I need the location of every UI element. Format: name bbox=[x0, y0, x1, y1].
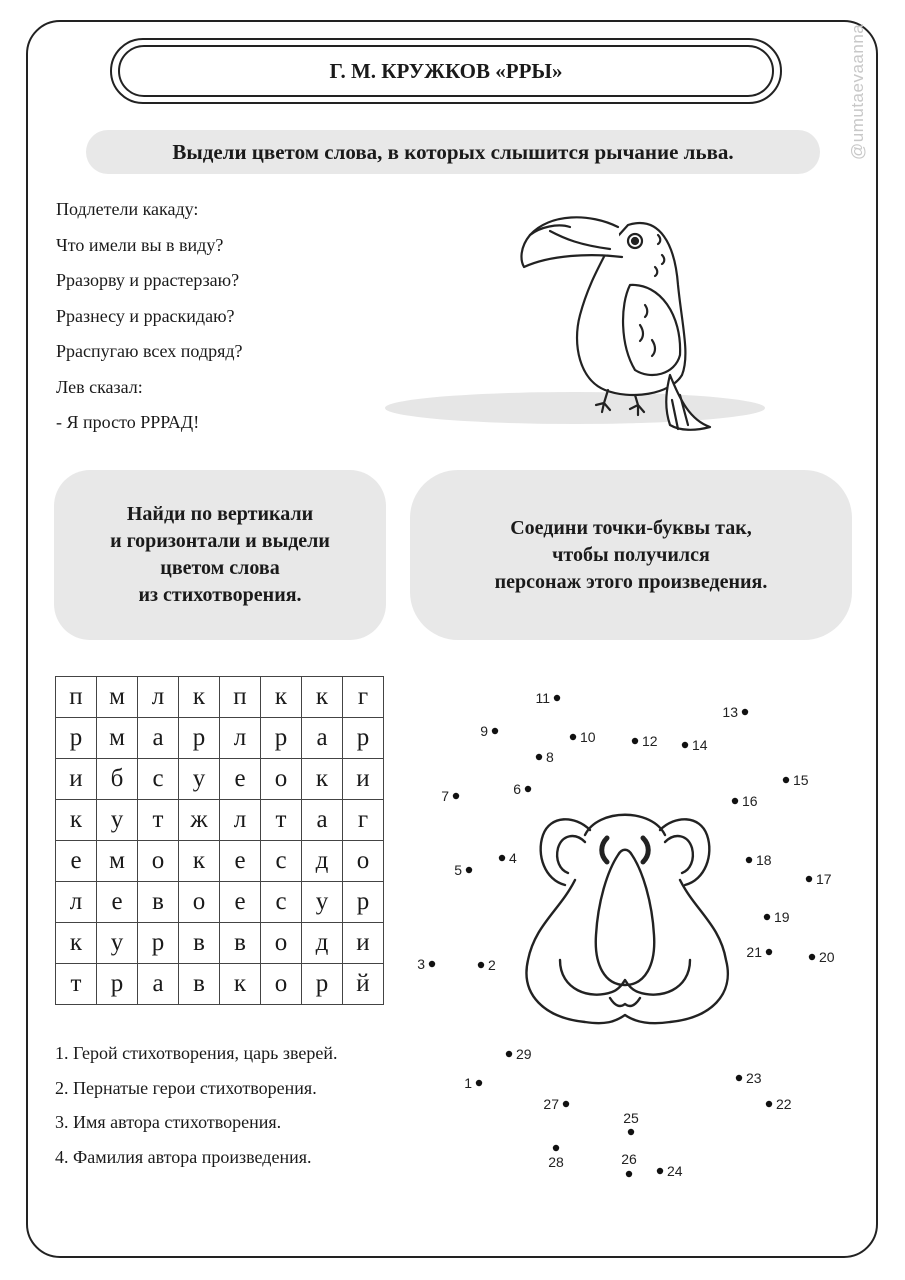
dot-10[interactable] bbox=[570, 734, 576, 740]
wordsearch-cell[interactable]: е bbox=[220, 759, 261, 800]
dot-9[interactable] bbox=[492, 728, 498, 734]
wordsearch-cell[interactable]: к bbox=[56, 923, 97, 964]
dot-label-8: 8 bbox=[546, 749, 554, 765]
dot-5[interactable] bbox=[466, 867, 472, 873]
dot-label-27: 27 bbox=[543, 1096, 559, 1112]
dot-label-22: 22 bbox=[776, 1096, 792, 1112]
task3-line: персонаж этого произведения. bbox=[494, 570, 768, 593]
poem-line: Лев сказал: bbox=[56, 376, 143, 397]
dot-label-28: 28 bbox=[548, 1154, 564, 1170]
wordsearch-cell[interactable]: у bbox=[302, 882, 343, 923]
task1-instruction: Выдели цветом слова, в которых слышится рычание льва. bbox=[86, 130, 820, 174]
wordsearch-cell[interactable]: к bbox=[56, 800, 97, 841]
question-item: 3. Имя автора стихотворения. bbox=[55, 1112, 282, 1132]
dot-12[interactable] bbox=[632, 738, 638, 744]
wordsearch-cell[interactable]: д bbox=[302, 841, 343, 882]
dot-label-2: 2 bbox=[488, 957, 496, 973]
wordsearch-cell[interactable]: е bbox=[97, 882, 138, 923]
wordsearch-cell[interactable]: р bbox=[343, 882, 384, 923]
dot-label-20: 20 bbox=[819, 949, 835, 965]
question-item: 2. Пернатые герои стихотворения. bbox=[55, 1077, 317, 1098]
wordsearch-cell[interactable]: р bbox=[343, 718, 384, 759]
wordsearch-cell[interactable]: р bbox=[261, 718, 302, 759]
dot-4[interactable] bbox=[499, 855, 505, 861]
task2-line: цветом слова bbox=[160, 557, 280, 579]
dot-26[interactable] bbox=[626, 1171, 632, 1177]
dot-label-16: 16 bbox=[742, 793, 758, 809]
wordsearch-cell[interactable]: к bbox=[179, 841, 220, 882]
watermark: @umutaevaanna bbox=[848, 23, 867, 160]
dot-label-13: 13 bbox=[722, 704, 738, 720]
wordsearch-cell[interactable]: т bbox=[261, 800, 302, 841]
wordsearch-cell[interactable]: и bbox=[56, 759, 97, 800]
wordsearch-cell[interactable]: в bbox=[179, 964, 220, 1005]
dot-label-18: 18 bbox=[756, 852, 772, 868]
question-item: 4. Фамилия автора произведения. bbox=[55, 1146, 312, 1167]
dot-6[interactable] bbox=[525, 786, 531, 792]
dot-label-5: 5 bbox=[454, 862, 462, 878]
dot-label-10: 10 bbox=[580, 729, 596, 745]
wordsearch-cell[interactable]: у bbox=[97, 923, 138, 964]
question-item: 1. Герой стихотворения, царь зверей. bbox=[55, 1043, 338, 1063]
wordsearch-cell[interactable]: т bbox=[56, 964, 97, 1005]
wordsearch-cell[interactable]: о bbox=[138, 841, 179, 882]
wordsearch-cell[interactable]: в bbox=[138, 882, 179, 923]
dot-label-19: 19 bbox=[774, 909, 790, 925]
dot-label-6: 6 bbox=[513, 781, 521, 797]
wordsearch-cell[interactable]: т bbox=[138, 800, 179, 841]
wordsearch-cell[interactable]: м bbox=[97, 841, 138, 882]
page-title: Г. М. КРУЖКОВ «РРЫ» bbox=[118, 45, 774, 97]
poem-line: Что имели вы в виду? bbox=[56, 234, 224, 255]
dot-28[interactable] bbox=[553, 1145, 559, 1151]
wordsearch-cell[interactable]: а bbox=[302, 718, 343, 759]
dot-label-4: 4 bbox=[509, 850, 517, 866]
wordsearch-cell[interactable]: о bbox=[261, 923, 302, 964]
wordsearch-cell[interactable]: а bbox=[138, 718, 179, 759]
task2-line: и горизонтали и выдели bbox=[110, 530, 330, 552]
wordsearch-cell[interactable]: п bbox=[56, 677, 97, 718]
dot-23[interactable] bbox=[736, 1075, 742, 1081]
dot-label-9: 9 bbox=[480, 723, 488, 739]
poem-line: - Я просто РРРАД! bbox=[56, 412, 200, 432]
wordsearch-cell[interactable]: р bbox=[97, 964, 138, 1005]
wordsearch-cell[interactable]: о bbox=[261, 759, 302, 800]
dot-label-21: 21 bbox=[746, 944, 762, 960]
dot-label-17: 17 bbox=[816, 871, 832, 887]
dot-25[interactable] bbox=[628, 1129, 634, 1135]
wordsearch-cell[interactable]: п bbox=[220, 677, 261, 718]
dot-29[interactable] bbox=[506, 1051, 512, 1057]
dot-24[interactable] bbox=[657, 1168, 663, 1174]
poem-line: Рразнесу и рраскидаю? bbox=[56, 305, 235, 326]
wordsearch-cell[interactable]: р bbox=[56, 718, 97, 759]
wordsearch-cell[interactable]: с bbox=[261, 882, 302, 923]
dot-19[interactable] bbox=[764, 914, 770, 920]
wordsearch-cell[interactable]: и bbox=[343, 923, 384, 964]
wordsearch-cell[interactable]: в bbox=[179, 923, 220, 964]
dot-20[interactable] bbox=[809, 954, 815, 960]
wordsearch-cell[interactable]: м bbox=[97, 718, 138, 759]
numbered-dots bbox=[417, 690, 835, 1179]
poem-line: Рразорву и ррастерзаю? bbox=[56, 270, 240, 290]
dot-label-7: 7 bbox=[441, 788, 449, 804]
dot-label-24: 24 bbox=[667, 1163, 683, 1179]
dot-16[interactable] bbox=[732, 798, 738, 804]
task2-line: из стихотворения. bbox=[138, 584, 302, 606]
wordsearch-cell[interactable]: м bbox=[97, 677, 138, 718]
wordsearch-cell[interactable]: д bbox=[302, 923, 343, 964]
dot-17[interactable] bbox=[806, 876, 812, 882]
wordsearch-cell[interactable]: е bbox=[220, 841, 261, 882]
dot-8[interactable] bbox=[536, 754, 542, 760]
poem-line: Подлетели какаду: bbox=[56, 199, 199, 219]
dot-1[interactable] bbox=[476, 1080, 482, 1086]
task2-line: Найди по вертикали bbox=[126, 503, 314, 525]
wordsearch-cell[interactable]: с bbox=[138, 759, 179, 800]
dot-label-25: 25 bbox=[623, 1110, 639, 1126]
lion-face-outline bbox=[527, 815, 728, 1023]
dot-label-14: 14 bbox=[692, 737, 708, 753]
wordsearch-cell[interactable]: к bbox=[302, 677, 343, 718]
wordsearch-cell[interactable]: к bbox=[179, 677, 220, 718]
dot-11[interactable] bbox=[554, 695, 560, 701]
wordsearch-cell[interactable]: р bbox=[138, 923, 179, 964]
wordsearch-cell[interactable]: в bbox=[220, 923, 261, 964]
dot-14[interactable] bbox=[682, 742, 688, 748]
dot-21[interactable] bbox=[766, 949, 772, 955]
wordsearch-cell[interactable]: о bbox=[261, 964, 302, 1005]
wordsearch-cell[interactable]: е bbox=[220, 882, 261, 923]
wordsearch-cell[interactable]: л bbox=[220, 718, 261, 759]
dot-22[interactable] bbox=[766, 1101, 772, 1107]
dot-label-12: 12 bbox=[642, 733, 658, 749]
dot-3[interactable] bbox=[429, 961, 435, 967]
poem-line: Рраспугаю всех подряд? bbox=[56, 341, 243, 361]
wordsearch-cell[interactable]: г bbox=[343, 677, 384, 718]
dot-label-1: 1 bbox=[464, 1075, 472, 1091]
dot-27[interactable] bbox=[563, 1101, 569, 1107]
dot-18[interactable] bbox=[746, 857, 752, 863]
wordsearch-cell[interactable]: л bbox=[220, 800, 261, 841]
wordsearch-cell[interactable]: а bbox=[302, 800, 343, 841]
wordsearch-cell[interactable]: г bbox=[343, 800, 384, 841]
dot-15[interactable] bbox=[783, 777, 789, 783]
wordsearch-cell[interactable]: и bbox=[343, 759, 384, 800]
dot-label-15: 15 bbox=[793, 772, 809, 788]
wordsearch-cell[interactable]: с bbox=[261, 841, 302, 882]
task3-line: чтобы получился bbox=[552, 543, 710, 566]
wordsearch-cell[interactable]: у bbox=[179, 759, 220, 800]
dot-label-11: 11 bbox=[535, 690, 550, 706]
wordsearch-cell[interactable]: к bbox=[220, 964, 261, 1005]
wordsearch-cell[interactable]: у bbox=[97, 800, 138, 841]
wordsearch-cell[interactable]: й bbox=[343, 964, 384, 1005]
dot-7[interactable] bbox=[453, 793, 459, 799]
dot-label-3: 3 bbox=[417, 956, 425, 972]
wordsearch-cell[interactable]: к bbox=[302, 759, 343, 800]
dot-2[interactable] bbox=[478, 962, 484, 968]
wordsearch-cell[interactable]: б bbox=[97, 759, 138, 800]
dot-label-29: 29 bbox=[516, 1046, 532, 1062]
wordsearch-cell[interactable]: л bbox=[138, 677, 179, 718]
wordsearch-cell[interactable]: ж bbox=[179, 800, 220, 841]
wordsearch-cell[interactable]: к bbox=[261, 677, 302, 718]
wordsearch-cell[interactable]: р bbox=[302, 964, 343, 1005]
dot-13[interactable] bbox=[742, 709, 748, 715]
wordsearch-cell[interactable]: о bbox=[343, 841, 384, 882]
wordsearch-cell[interactable]: р bbox=[179, 718, 220, 759]
dot-label-26: 26 bbox=[621, 1151, 637, 1167]
wordsearch-cell[interactable]: е bbox=[56, 841, 97, 882]
wordsearch-cell[interactable]: о bbox=[179, 882, 220, 923]
wordsearch-cell[interactable]: а bbox=[138, 964, 179, 1005]
dot-label-23: 23 bbox=[746, 1070, 762, 1086]
wordsearch-cell[interactable]: л bbox=[56, 882, 97, 923]
task3-line: Соедини точки-буквы так, bbox=[510, 516, 752, 539]
